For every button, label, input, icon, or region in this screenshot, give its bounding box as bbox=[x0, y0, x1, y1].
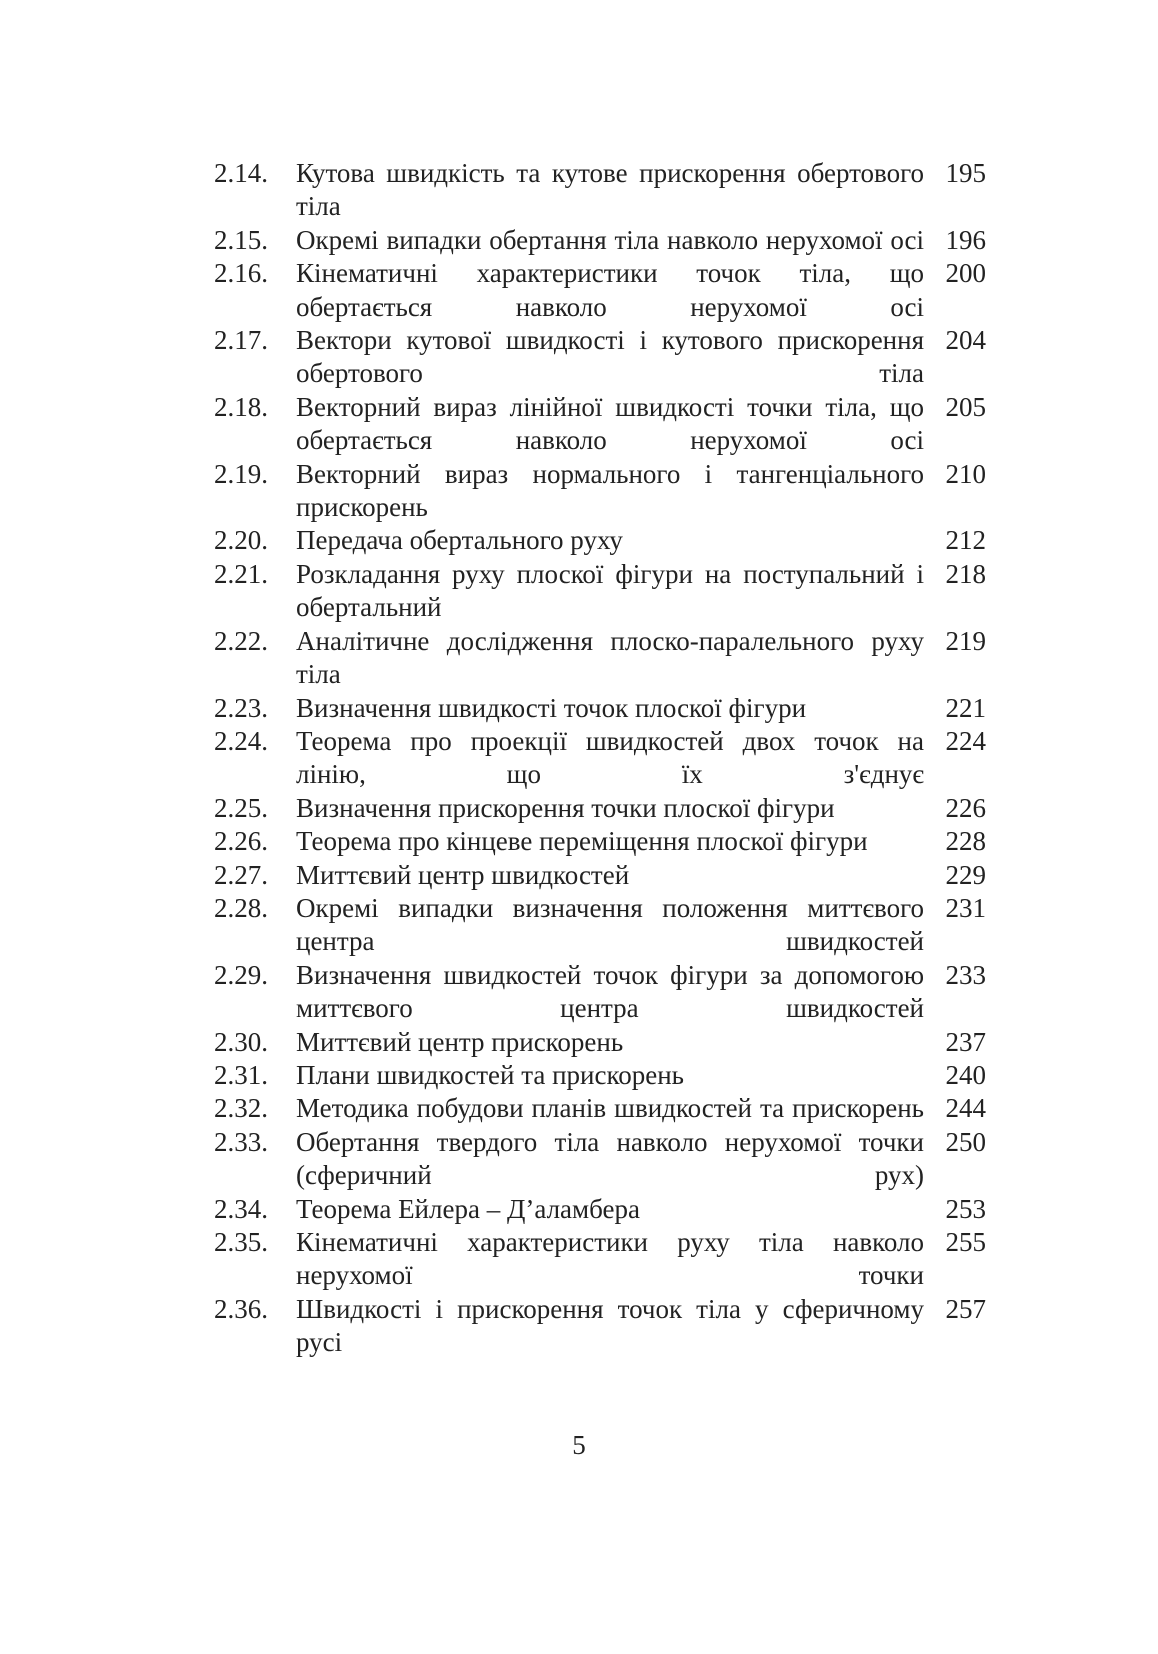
toc-entry-title-line1: Кінематичні характеристики точок тіла, що bbox=[296, 258, 924, 289]
toc-entry-title-line1: Кінематичні характеристики руху тіла навколо bbox=[296, 1227, 924, 1257]
toc-entry-page: 250 bbox=[945, 1126, 986, 1157]
toc-entry-number: 2.32. bbox=[214, 1093, 268, 1124]
toc-entry-title-line1: Плани швидкостей та прискорень bbox=[296, 1059, 684, 1090]
toc-entry-number: 2.27. bbox=[214, 859, 268, 890]
toc-entry-page: 200 bbox=[945, 258, 986, 289]
toc-entry-title-line1: Миттєвий центр швидкостей bbox=[296, 859, 630, 890]
toc-entry bbox=[214, 1059, 986, 1092]
toc-entry-page: 237 bbox=[945, 1026, 986, 1057]
toc-entry-title bbox=[296, 257, 924, 324]
toc-entry-title-line1: Визначення швидкості точок плоскої фігури bbox=[296, 692, 807, 723]
toc-entry-number: 2.33. bbox=[214, 1126, 268, 1157]
toc-entry-page: 255 bbox=[945, 1227, 986, 1257]
toc-entry-title-line2: допомогою миттєвого центра швидкостей bbox=[296, 959, 925, 1024]
toc-entry-title-line2: обертового тіла bbox=[296, 158, 924, 222]
toc-entry-page: 253 bbox=[945, 1193, 986, 1224]
toc-entry-number: 2.16. bbox=[214, 258, 268, 289]
toc-entry-title bbox=[296, 692, 924, 725]
toc-entry-page: 244 bbox=[945, 1093, 986, 1124]
toc-entry-title bbox=[296, 792, 924, 825]
toc-entry-title-line1: Окремі випадки визначення положення миттєвого bbox=[296, 892, 924, 923]
toc-entry bbox=[214, 1126, 986, 1193]
toc-entry-title-line2: прискорень bbox=[296, 492, 428, 523]
toc-entry-title-line2: точки (сферичний рух) bbox=[296, 1126, 924, 1191]
toc-entry-title bbox=[296, 625, 924, 692]
toc-entry-title-line1: Аналітичне дослідження плоско-паралельного bbox=[296, 625, 854, 656]
toc-entry-title bbox=[296, 324, 924, 391]
toc-entry-number: 2.18. bbox=[214, 391, 268, 422]
toc-entry-title-line1: Векторний вираз лінійної швидкості точки тіла, bbox=[296, 391, 877, 422]
toc-entry-number: 2.34. bbox=[214, 1193, 268, 1224]
toc-entry bbox=[214, 224, 986, 257]
toc-entry-title-line1: Кутова швидкість та кутове прискорення bbox=[296, 158, 786, 188]
toc-entry-number: 2.23. bbox=[214, 692, 268, 723]
toc-entry bbox=[214, 1293, 986, 1360]
toc-entry-title bbox=[296, 859, 924, 892]
toc-entry-number: 2.20. bbox=[214, 525, 268, 556]
toc-entry-title-line1: Розкладання руху плоскої фігури на bbox=[296, 558, 732, 589]
toc-entry-number: 2.26. bbox=[214, 826, 268, 857]
toc-entry-title-line1: Миттєвий центр прискорень bbox=[296, 1026, 624, 1057]
toc-entry bbox=[214, 458, 986, 525]
toc-entry-title bbox=[296, 558, 924, 625]
toc-entry bbox=[214, 725, 986, 792]
toc-entry-title-line1: Визначення швидкостей точок фігури за bbox=[296, 959, 783, 990]
toc-entry-title-line2: сферичному русі bbox=[296, 1293, 924, 1358]
toc-entry-page: 257 bbox=[945, 1293, 986, 1324]
toc-entry-number: 2.19. bbox=[214, 458, 268, 489]
toc-entry-title-line2: нерухомої осі bbox=[765, 224, 925, 255]
toc-entry bbox=[214, 959, 986, 1026]
toc-entry-title bbox=[296, 892, 924, 959]
toc-entry-title bbox=[296, 1092, 924, 1125]
toc-entry-number: 2.14. bbox=[214, 158, 268, 188]
toc-entry-title-line1: Векторний вираз нормального і тангенціального bbox=[296, 458, 924, 489]
toc-entry-title bbox=[296, 1226, 924, 1293]
toc-entry-title bbox=[296, 157, 924, 224]
toc-entry-page: 231 bbox=[945, 892, 986, 923]
toc-entry-number: 2.29. bbox=[214, 959, 268, 990]
toc-entry-page: 205 bbox=[945, 391, 986, 422]
toc-entry bbox=[214, 558, 986, 625]
toc-entry-page: 240 bbox=[945, 1059, 986, 1090]
toc-entry-page: 195 bbox=[945, 158, 986, 188]
toc-entry-title-line1: Окремі випадки обертання тіла навколо bbox=[296, 224, 759, 255]
toc-entry-page: 218 bbox=[945, 558, 986, 589]
toc-entry-number: 2.30. bbox=[214, 1026, 268, 1057]
toc-entry-number: 2.15. bbox=[214, 224, 268, 255]
toc-entry bbox=[214, 1092, 986, 1125]
toc-entry bbox=[214, 1026, 986, 1059]
toc-entry-title bbox=[296, 959, 924, 1026]
toc-entry-number: 2.35. bbox=[214, 1227, 268, 1257]
toc-entry-page: 228 bbox=[945, 826, 986, 857]
toc-entry-page: 221 bbox=[945, 692, 986, 723]
toc-entry-title bbox=[296, 524, 924, 557]
toc-entry-number: 2.31. bbox=[214, 1059, 268, 1090]
toc-entry-title-line1: Теорема про кінцеве переміщення плоскої фігури bbox=[296, 826, 868, 857]
toc-entry-title-line1: Передача обертального руху bbox=[296, 525, 623, 556]
toc-entry-title-line2: обертається навколо нерухомої осі bbox=[296, 291, 924, 322]
toc-entry-title bbox=[296, 1026, 924, 1059]
toc-entry-title-line2: прискорення обертового тіла bbox=[296, 325, 924, 389]
toc-entry-title bbox=[296, 391, 924, 458]
toc-entry bbox=[214, 859, 986, 892]
toc-entry bbox=[214, 792, 986, 825]
toc-entry bbox=[214, 692, 986, 725]
toc-entry bbox=[214, 825, 986, 858]
toc-entry-title-line2: прискорень bbox=[792, 1093, 925, 1124]
toc-entry-title-line1: Теорема Ейлера – Д’аламбера bbox=[296, 1193, 640, 1224]
toc-entry bbox=[214, 892, 986, 959]
toc-entry-title bbox=[296, 224, 924, 257]
toc-entry-title-line2: поступальний і обертальний bbox=[296, 558, 924, 623]
toc-entry-page: 233 bbox=[945, 959, 986, 990]
toc-entry bbox=[214, 257, 986, 324]
toc-entry-title-line2: лінію, що їх з'єднує bbox=[296, 759, 924, 790]
toc-entry-title bbox=[296, 725, 924, 792]
toc-entry-title-line1: Швидкості і прискорення точок тіла у bbox=[296, 1293, 769, 1324]
toc-entry-title-line1: Обертання твердого тіла навколо нерухомої bbox=[296, 1126, 842, 1157]
toc-entry-title bbox=[296, 1193, 924, 1226]
toc-entry-page: 226 bbox=[945, 792, 986, 823]
toc-entry-page: 196 bbox=[945, 224, 986, 255]
toc-entry-title-line2: центра швидкостей bbox=[296, 926, 924, 957]
toc-entry-page: 212 bbox=[945, 525, 986, 556]
toc-entry-page: 224 bbox=[945, 725, 986, 756]
toc-entry-page: 219 bbox=[945, 625, 986, 656]
toc-entry-number: 2.24. bbox=[214, 725, 268, 756]
table-of-contents bbox=[214, 157, 986, 1360]
toc-entry-title-line1: Вектори кутової швидкості і кутового bbox=[296, 325, 763, 356]
toc-entry bbox=[214, 391, 986, 458]
toc-entry bbox=[214, 157, 986, 224]
page-number: 5 bbox=[572, 1430, 586, 1460]
toc-entry-page: 210 bbox=[945, 458, 986, 489]
toc-entry-title-line1: Визначення прискорення точки плоскої фігури bbox=[296, 792, 835, 823]
toc-entry-title-line1: Теорема про проекції швидкостей двох точок на bbox=[296, 725, 924, 756]
toc-entry-number: 2.22. bbox=[214, 625, 268, 656]
toc-entry bbox=[214, 1226, 986, 1293]
toc-entry-number: 2.21. bbox=[214, 558, 268, 589]
toc-entry-number: 2.36. bbox=[214, 1293, 268, 1324]
toc-entry-title-line2: нерухомої точки bbox=[296, 1260, 924, 1291]
toc-entry-title bbox=[296, 1126, 924, 1193]
toc-entry bbox=[214, 1193, 986, 1226]
toc-entry bbox=[214, 625, 986, 692]
toc-entry-number: 2.17. bbox=[214, 325, 268, 356]
toc-entry-title bbox=[296, 825, 924, 858]
toc-entry bbox=[214, 524, 986, 557]
toc-entry-title-line2: що обертається навколо нерухомої осі bbox=[296, 391, 924, 456]
toc-entry-title bbox=[296, 458, 924, 525]
toc-entry-page: 204 bbox=[945, 325, 986, 356]
toc-entry bbox=[214, 324, 986, 391]
toc-entry-title bbox=[296, 1293, 924, 1360]
toc-entry-page: 229 bbox=[945, 859, 986, 890]
toc-entry-title-line1: Методика побудови планів швидкостей та bbox=[296, 1093, 785, 1124]
toc-entry-number: 2.25. bbox=[214, 792, 268, 823]
toc-entry-title-line2: руху тіла bbox=[296, 625, 925, 690]
toc-entry-title bbox=[296, 1059, 924, 1092]
toc-entry-number: 2.28. bbox=[214, 892, 268, 923]
